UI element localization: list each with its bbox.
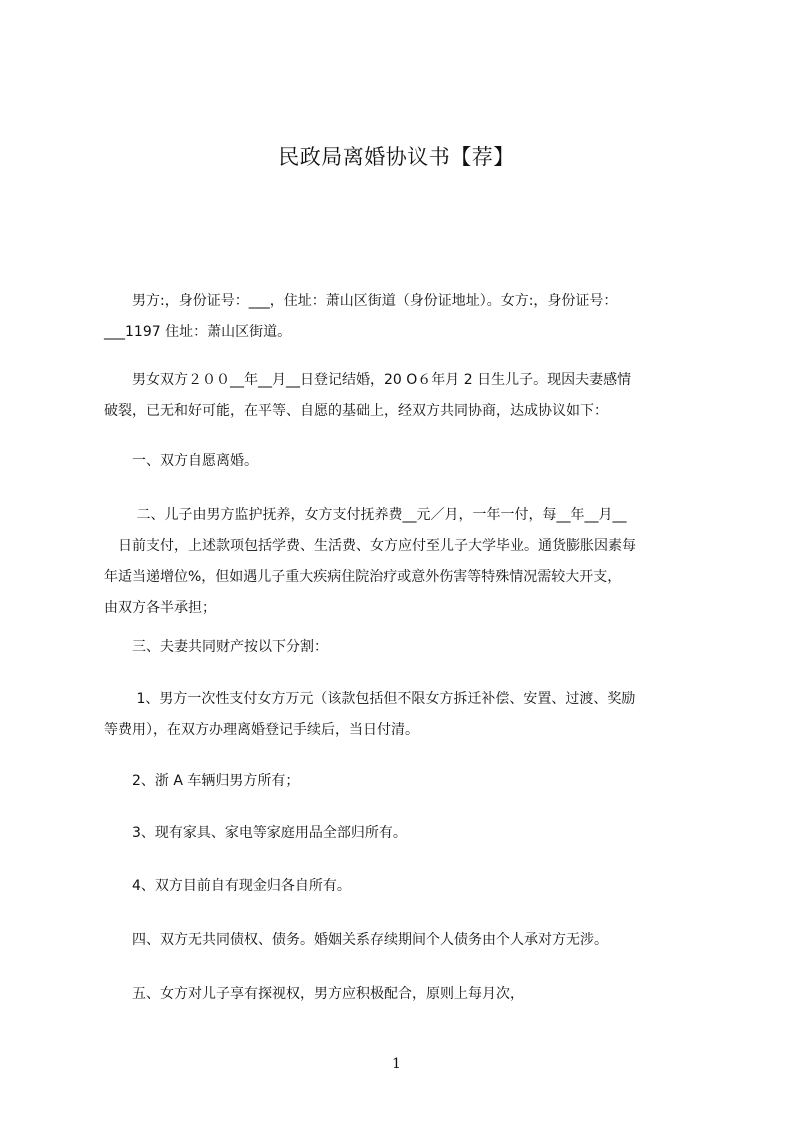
text-line: 三、夫妻共同财产按以下分割： xyxy=(104,639,328,655)
paragraph-item-3 xyxy=(104,818,704,849)
paragraph-clause-3 xyxy=(104,632,704,663)
text-line: ___1197 住址：萧山区街道。 xyxy=(104,324,292,340)
text-line: 年适当递增位%，但如遇儿子重大疾病住院治疗或意外伤害等特殊情况需较大开支， xyxy=(104,569,622,585)
text-line: 1、男方一次性支付女方万元（该款包括但不限女方拆迁补偿、安置、过渡、奖励 xyxy=(104,691,636,707)
paragraph-clause-1 xyxy=(104,446,704,477)
paragraph-clause-4 xyxy=(104,925,704,956)
text-line: 男方:，身份证号：___，住址：萧山区街道（身份证地址）。女方:，身份证号： xyxy=(104,293,618,309)
text-line: 男女双方２００__年__月__日登记结婚，20 O６年月 2 日生儿子。现因夫妻感情 xyxy=(104,372,632,388)
text-line: 4、双方目前自有现金归各自所有。 xyxy=(104,878,351,894)
paragraph-clause-2 xyxy=(104,500,704,624)
paragraph-clause-5 xyxy=(104,979,704,1010)
page-number: 1 xyxy=(392,1056,401,1072)
text-line: 3、现有家具、家电等家庭用品全部归所有。 xyxy=(104,825,407,841)
text-line: 日前支付，上述款项包括学费、生活费、女方应付至儿子大学毕业。通货膨胀因素每 xyxy=(104,538,636,554)
text-line: 等费用），在双方办理离婚登记手续后，当日付清。 xyxy=(104,722,419,738)
paragraph-item-1 xyxy=(104,684,704,746)
text-line: 2、浙 A 车辆归男方所有； xyxy=(104,773,300,789)
paragraph-item-4 xyxy=(104,871,704,902)
paragraph-item-2 xyxy=(104,766,704,797)
text-line: 二、儿子由男方监护抚养，女方支付抚养费__元／月，一年一付，每__年__月__ xyxy=(104,507,627,523)
text-line: 一、双方自愿离婚。 xyxy=(104,453,258,469)
paragraph-parties xyxy=(104,286,704,348)
text-line: 四、双方无共同债权、债务。婚姻关系存续期间个人债务由个人承对方无涉。 xyxy=(104,932,608,948)
document-title: 民政局离婚协议书【荐】 xyxy=(278,145,515,169)
text-line: 五、女方对儿子享有探视权，男方应积极配合，原则上每月次， xyxy=(104,986,524,1002)
text-line: 破裂，已无和好可能，在平等、自愿的基础上，经双方共同协商，达成协议如下： xyxy=(104,403,608,419)
text-line: 由双方各半承担； xyxy=(104,600,216,616)
paragraph-background xyxy=(104,365,704,427)
